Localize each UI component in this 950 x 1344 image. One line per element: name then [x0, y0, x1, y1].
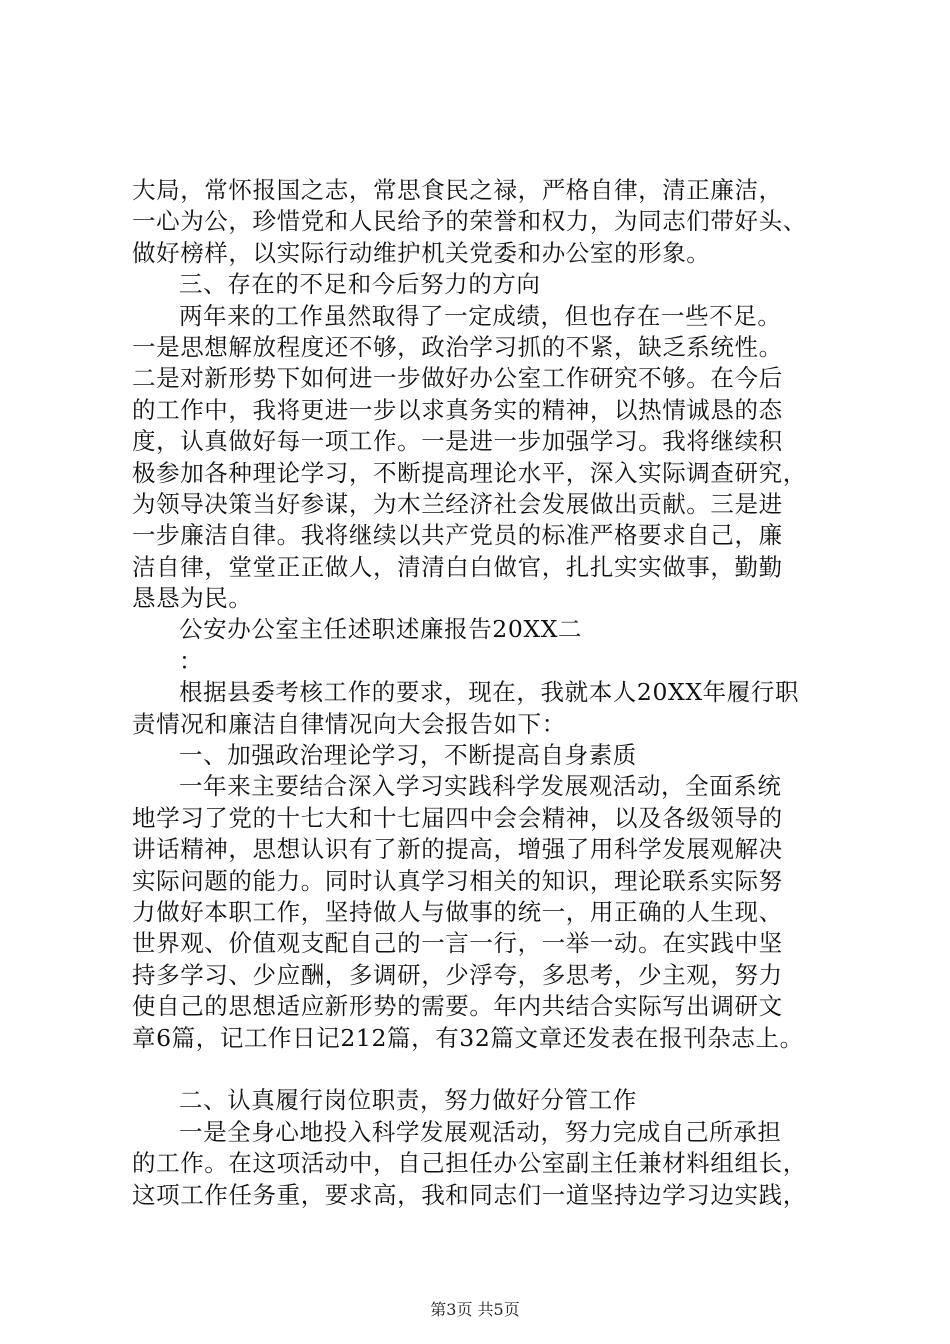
text-line: 一心为公，珍惜党和人民给予的荣誉和权力，为同志们带好头、 — [132, 207, 807, 236]
text-line: 的工作中，我将更进一步以求真务实的精神，以热情诚恳的态 — [132, 395, 783, 424]
text-line: 这项工作任务重，要求高，我和同志们一道坚持边学习边实践， — [132, 1180, 807, 1209]
text-line: 洁自律，堂堂正正做人，清清白白做官，扎扎实实做事，勤勤 — [132, 552, 783, 581]
text-line: 地学习了党的十七大和十七届四中会会精神，以及各级领导的 — [132, 803, 783, 832]
text-line: 极参加各种理论学习，不断提高理论水平，深入实际调查研究， — [132, 458, 807, 487]
text-line: 一是全身心地投入科学发展观活动，努力完成自己所承担 — [179, 1117, 782, 1146]
text-line: 做好榜样，以实际行动维护机关党委和办公室的形象。 — [132, 238, 711, 267]
text-line: 一步廉洁自律。我将继续以共产党员的标准严格要求自己，廉 — [132, 521, 783, 550]
text-line: 一是思想解放程度还不够，政治学习抓的不紧，缺乏系统性。 — [132, 332, 783, 361]
text-line: 根据县委考核工作的要求，现在，我就本人20XX年履行职 — [179, 678, 800, 707]
text-line: 章6篇，记工作日记212篇，有32篇文章还发表在报刊杂志上。 — [132, 1023, 804, 1052]
text-line: 一年来主要结合深入学习实践科学发展观活动，全面系统 — [179, 772, 782, 801]
text-line: 使自己的思想适应新形势的需要。年内共结合实际写出调研文 — [132, 992, 783, 1021]
page-number: 第3页 共5页 — [430, 1300, 520, 1319]
text-line: 为领导决策当好参谋，为木兰经济社会发展做出贡献。三是进 — [132, 489, 783, 518]
text-line: 持多学习、少应酬，多调研，少浮夸，多思考，少主观，努力 — [132, 960, 783, 989]
text-line: 度，认真做好每一项工作。一是进一步加强学习。我将继续积 — [132, 427, 783, 456]
text-line: 实际问题的能力。同时认真学习相关的知识，理论联系实际努 — [132, 866, 783, 895]
section-heading: 二、认真履行岗位职责，努力做好分管工作 — [179, 1086, 637, 1115]
blank-line — [132, 1054, 832, 1085]
text-line: 责情况和廉洁自律情况向大会报告如下： — [132, 709, 566, 738]
document-body — [132, 175, 832, 1211]
report-title: 公安办公室主任述职述廉报告20XX二 — [179, 615, 583, 644]
text-line: 大局，常怀报国之志，常思食民之禄，严格自律，清正廉洁， — [132, 176, 783, 204]
section-heading: 三、存在的不足和今后努力的方向 — [179, 270, 541, 299]
text-line: 的工作。在这项活动中，自己担任办公室副主任兼材料组组长， — [132, 1149, 807, 1178]
section-heading: 一、加强政治理论学习，不断提高自身素质 — [179, 741, 637, 770]
text-line: 力做好本职工作，坚持做人与做事的统一，用正确的人生现、 — [132, 897, 783, 926]
text-line: ： — [179, 646, 204, 675]
text-line: 两年来的工作虽然取得了一定成绩，但也存在一些不足。 — [179, 301, 782, 330]
text-line: 恳恳为民。 — [132, 584, 253, 613]
text-line: 讲话精神，思想认识有了新的提高，增强了用科学发展观解决 — [132, 835, 783, 864]
text-line: 世界观、价值观支配自己的一言一行，一举一动。在实践中坚 — [132, 929, 783, 958]
text-line: 二是对新形势下如何进一步做好办公室工作研究不够。在今后 — [132, 364, 783, 393]
